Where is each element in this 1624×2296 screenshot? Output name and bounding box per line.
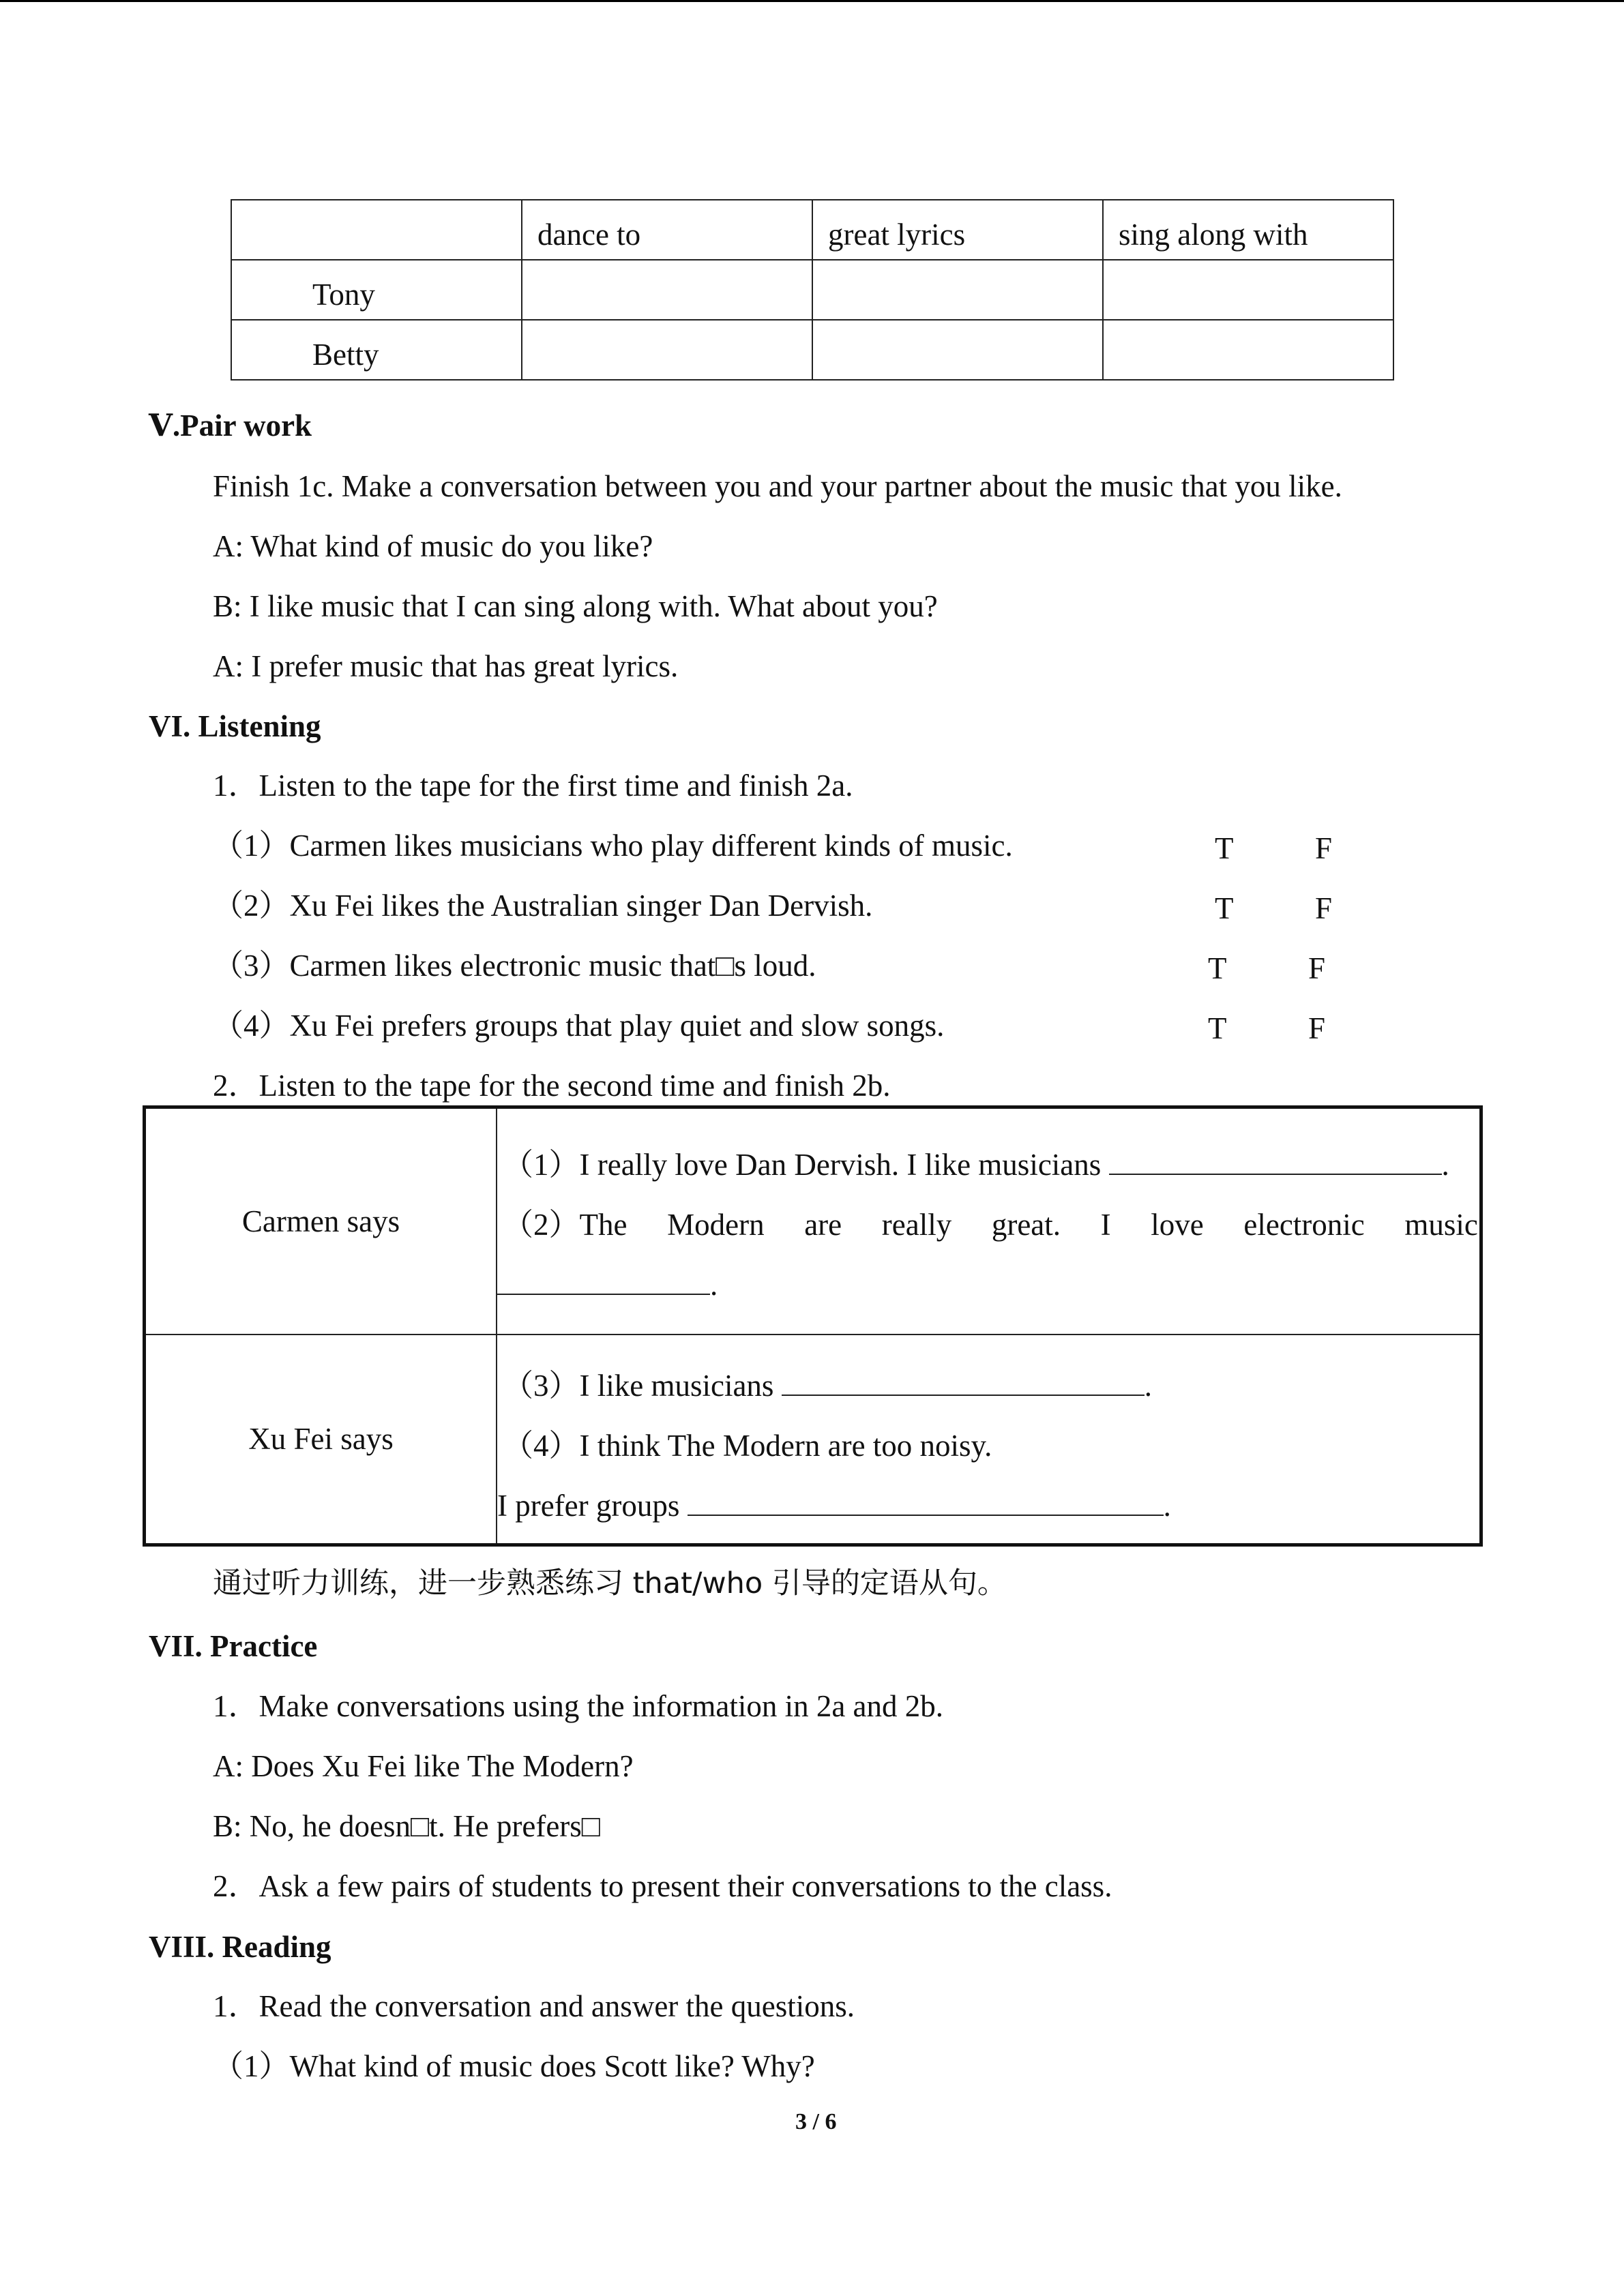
table-row [231,320,1393,380]
speaker-label: Xu Fei says [145,1335,497,1545]
table-row [145,1335,1481,1545]
dialogue-line: A: What kind of music do you like? [213,529,653,563]
section-title: Pair work [180,408,312,443]
false-option[interactable]: F [1315,891,1333,925]
word: music [1404,1208,1478,1242]
reading-question: （1）What kind of music does Scott like? Why? [213,2049,815,2083]
answer-line [497,1135,1479,1195]
dialogue-line: B: No, he doesn□t. He prefers□ [213,1809,600,1843]
table-cell[interactable] [812,320,1103,380]
word: Modern [667,1208,765,1242]
period: . [1163,1488,1171,1523]
answer-line [497,1195,1479,1255]
answer-cell [497,1107,1481,1335]
word: electronic [1243,1208,1365,1242]
answer-prompt: （4）I think The Modern are too noisy. [503,1428,992,1463]
answer-blank[interactable] [1109,1174,1442,1175]
table-cell[interactable] [522,320,812,380]
false-option[interactable]: F [1315,831,1333,865]
tf-statement: （1）Carmen likes musicians who play different kinds of music. [213,829,1013,863]
practice-step-2: 2．Ask a few pairs of students to present their conversations to the class. [213,1869,1112,1903]
answer-line [497,1476,1479,1536]
section-7-heading: VII. Practice [149,1629,318,1663]
listening-step-2: 2．Listen to the tape for the second time and finish 2b. [213,1069,891,1103]
period: . [1144,1368,1152,1403]
tf-statement: （2）Xu Fei likes the Australian singer Dan Dervish. [213,889,873,923]
answer-line [497,1356,1479,1416]
section-8-heading: VIII. Reading [149,1930,331,1964]
table-header-cell: sing along with [1103,200,1393,260]
word: really [881,1208,952,1242]
table-header-row [231,200,1393,260]
section-number: Ⅴ. [149,408,181,443]
listening-note: 通过听力训练，进一步熟悉练习 that/who 引导的定语从句。 [213,1566,1007,1600]
page-number: 3 / 6 [795,2109,837,2134]
table-row [231,260,1393,320]
word: （2）The [503,1208,628,1242]
period: . [710,1268,718,1302]
tf-statement: （4）Xu Fei prefers groups that play quiet and slow songs. [213,1009,945,1043]
word: great. [991,1208,1061,1242]
word: are [804,1208,842,1242]
false-option[interactable]: F [1308,1011,1326,1045]
table-cell[interactable] [1103,320,1393,380]
dialogue-line: A: Does Xu Fei like The Modern? [213,1749,634,1783]
word: I [1100,1208,1111,1242]
answer-line [497,1255,1479,1315]
section-5-heading [149,408,312,443]
table-cell[interactable] [1103,260,1393,320]
table-cell[interactable] [522,260,812,320]
word: love [1151,1208,1204,1242]
answer-blank[interactable] [782,1395,1145,1396]
answer-cell [497,1335,1481,1545]
tf-statement: （3）Carmen likes electronic music that□s loud. [213,949,816,983]
table-header-cell: dance to [522,200,812,260]
answer-prompt: （1）I really love Dan Dervish. I like musicians [503,1148,1102,1182]
answer-blank[interactable] [688,1515,1164,1516]
speaker-label: Carmen says [145,1107,497,1335]
true-option[interactable]: T [1208,951,1227,985]
true-option[interactable]: T [1215,831,1234,865]
table-header-cell: great lyrics [812,200,1103,260]
table-row-name: Tony [231,260,522,320]
period: . [1441,1148,1449,1182]
section-6-heading: VI. Listening [149,709,321,743]
reading-step-1: 1．Read the conversation and answer the questions. [213,1989,855,2023]
dialogue-line: B: I like music that I can sing along with. What about you? [213,589,938,623]
answer-prompt: （3）I like musicians [503,1368,774,1403]
false-option[interactable]: F [1308,951,1326,985]
table-header-cell [231,200,522,260]
answer-blank[interactable] [497,1294,710,1295]
dialogue-line: A: I prefer music that has great lyrics. [213,649,679,683]
true-option[interactable]: T [1208,1011,1227,1045]
says-table [143,1105,1483,1547]
answer-prompt: I prefer groups [497,1488,680,1523]
table-cell[interactable] [812,260,1103,320]
answer-line [497,1416,1479,1476]
table-row-name: Betty [231,320,522,380]
listening-step-1: 1．Listen to the tape for the first time and finish 2a. [213,769,853,803]
table-row [145,1107,1481,1335]
practice-step-1: 1．Make conversations using the information in 2a and 2b. [213,1689,944,1723]
preference-table [231,199,1394,381]
section-5-instruction: Finish 1c. Make a conversation between you and your partner about the music that you like. [213,469,1342,503]
true-option[interactable]: T [1215,891,1234,925]
